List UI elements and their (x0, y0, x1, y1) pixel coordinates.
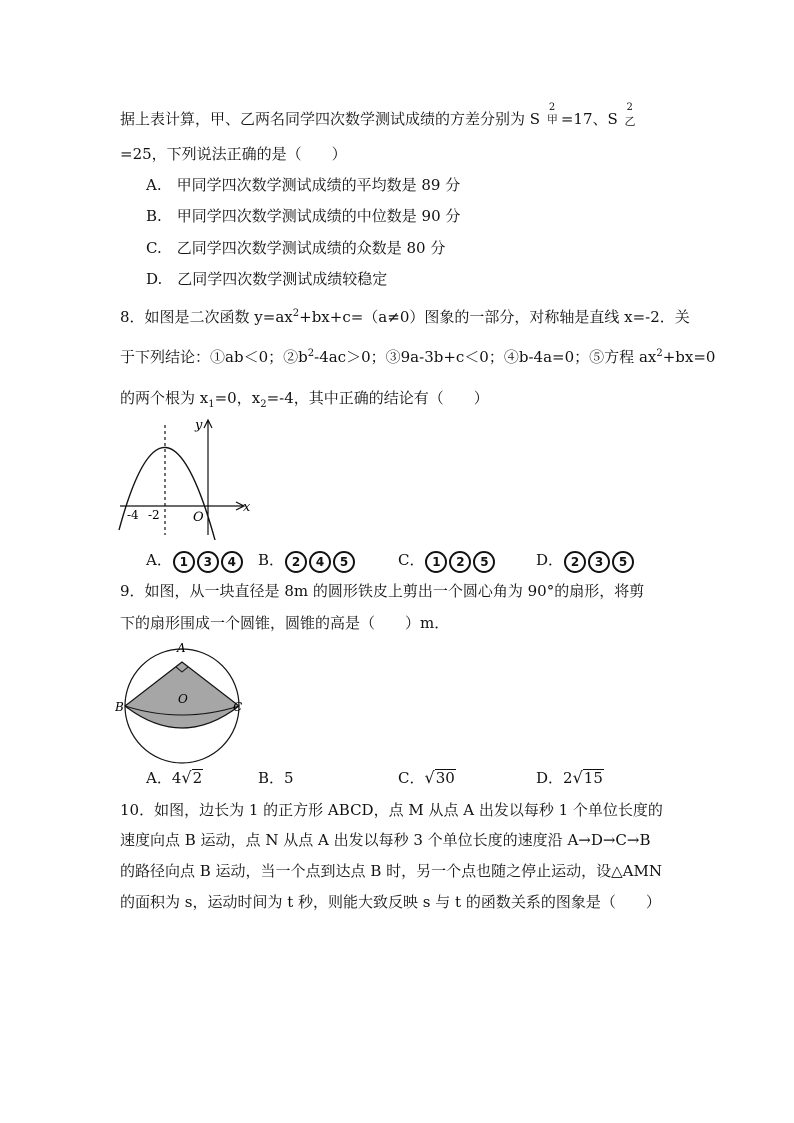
tick-label-minus-2: -2 (148, 508, 160, 522)
q7-option-d: D. 乙同学四次数学测试成绩较稳定 (146, 270, 388, 288)
q7-option-c: C. 乙同学四次数学测试成绩的众数是 80 分 (146, 239, 446, 257)
point-label-c: C (233, 700, 243, 714)
x-axis-label: x (243, 500, 251, 515)
q8-option-b: B． 2 4 5 (258, 550, 356, 573)
parabola-curve (119, 447, 215, 540)
point-label-a: A (177, 641, 186, 655)
q9-stem-line1: 9．如图，从一块直径是 8m 的圆形铁皮上剪出一个圆心角为 90°的扇形，将剪 (120, 582, 645, 600)
q7-stem-line1: 据上表计算，甲、乙两名同学四次数学测试成绩的方差分别为 S 2 甲 =17、S 2 乙 (120, 104, 639, 129)
q9-stem-line2: 下的扇形围成一个圆锥，圆锥的高是（ ）m． (120, 614, 450, 632)
q8-option-d: D． 2 3 5 (536, 550, 635, 573)
q9-option-b: B．5 (258, 769, 294, 787)
q7-stem-line2: =25，下列说法正确的是（ ） (120, 145, 347, 163)
parabola-graph (115, 415, 265, 540)
q8-stem-line3: 的两个根为 $x_1=0$，$x_2=-4$，其中正确的结论有（ ） (120, 389, 489, 410)
q10-stem-line1: 10．如图，边长为 1 的正方形 ABCD，点 M 从点 A 出发以每秒 1 个单位长度的 (120, 801, 663, 819)
q7-option-a: A. 甲同学四次数学测试成绩的平均数是 89 分 (146, 176, 461, 194)
q8-option-c: C． 1 2 5 (398, 550, 496, 573)
q10-stem-line2: 速度向点 B 运动，点 N 从点 A 出发以每秒 3 个单位长度的速度沿 A→D→C→B (120, 831, 651, 849)
circle-sector-figure (115, 640, 250, 765)
q9-option-a: A．4√2 (146, 768, 203, 787)
q9-option-c: C．√30 (398, 768, 455, 787)
point-label-b: B (115, 700, 124, 714)
tick-label-minus-4: -4 (127, 508, 139, 522)
q10-stem-line4: 的面积为 s，运动时间为 t 秒，则能大致反映 s 与 t 的函数关系的图象是（ ） (120, 893, 661, 911)
q8-stem-line2: 于下列结论：①ab＜0；$②b^2-4ac>0$；③9a-3b+c＜0；④b-4a=0；⑤方程 $ax^2+bx=0$ (120, 348, 716, 366)
point-label-o: O (178, 692, 188, 706)
q9-option-d: D．2√15 (536, 768, 603, 787)
origin-label: O (193, 510, 204, 525)
q10-stem-line3: 的路径向点 B 运动，当一个点到达点 B 时，另一个点也随之停止运动，设△AMN (120, 862, 662, 880)
variance-yi: 2 乙 (624, 102, 636, 128)
q8-option-a: A． 1 3 4 (146, 550, 244, 573)
q7-option-b: B. 甲同学四次数学测试成绩的中位数是 90 分 (146, 207, 461, 225)
variance-jia: 2 甲 (546, 102, 558, 126)
y-axis-label: y (195, 418, 203, 433)
q8-stem-line1: 8．如图是二次函数 $y=ax^2+bx+c=(a\ne 0)$图象的一部分，对称轴是直线 x=-2．关 (120, 308, 690, 326)
